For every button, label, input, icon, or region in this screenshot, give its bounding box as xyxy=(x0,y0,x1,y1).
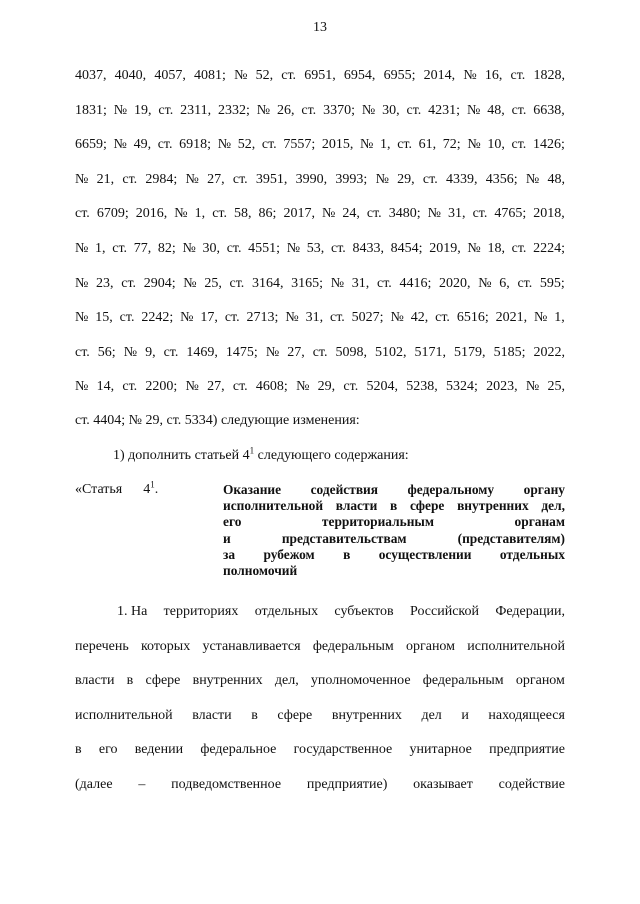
body-word: 3164, xyxy=(251,275,284,291)
body-word: № xyxy=(321,206,336,222)
paragraph-word: которых xyxy=(140,638,191,654)
body-word: № xyxy=(113,102,128,118)
body-word: 3370; xyxy=(323,102,355,118)
body-word: 1828, xyxy=(533,68,565,83)
paragraph-word: предприятие) xyxy=(306,777,388,792)
body-word: 4551; xyxy=(248,241,281,256)
body-word: ст. xyxy=(232,171,248,187)
body-word: 5179, xyxy=(454,344,486,360)
body-line xyxy=(75,205,565,223)
paragraph-word: государственное xyxy=(293,742,393,758)
body-word: 30, xyxy=(202,241,221,256)
body-word: 6918; xyxy=(179,137,212,153)
body-line xyxy=(75,378,565,396)
body-word: 27, xyxy=(207,171,225,187)
body-word: 4040, xyxy=(114,68,147,83)
paragraph-word: в xyxy=(75,742,82,758)
body-word: 6516; xyxy=(456,310,489,326)
body-word: № xyxy=(123,344,138,360)
body-word: ст. xyxy=(281,68,297,83)
body-word: № xyxy=(75,171,89,187)
body-word: 1475; xyxy=(225,344,258,360)
body-word: № xyxy=(296,379,310,395)
body-word: ст. xyxy=(312,344,328,360)
body-word: 53, xyxy=(306,241,325,256)
article-title-word: отдельных xyxy=(499,546,565,562)
body-word: 2020, xyxy=(439,275,471,291)
paragraph-line xyxy=(75,776,565,794)
article-label-dot: . xyxy=(154,482,159,497)
article-title-word: за xyxy=(223,546,236,562)
body-line xyxy=(75,309,565,327)
paragraph-word: ведении xyxy=(134,742,184,758)
body-word: 3951, xyxy=(255,171,288,187)
body-word: 2904; xyxy=(143,275,176,291)
paragraph-word: находящееся xyxy=(488,707,565,723)
body-word: 18, xyxy=(487,241,505,256)
body-word: 3990, xyxy=(295,171,328,187)
body-line xyxy=(75,102,565,120)
body-word: 595; xyxy=(539,275,565,291)
paragraph-word: Федерации, xyxy=(495,604,565,619)
paragraph-word: содействие xyxy=(498,777,565,792)
body-word: 3480; xyxy=(388,206,421,222)
paragraph-word: Российской xyxy=(410,604,479,619)
body-word: 31, xyxy=(305,310,324,326)
paragraph-word: внутренних xyxy=(192,673,263,689)
body-word: 29, xyxy=(317,379,336,395)
body-word: 16, xyxy=(484,68,503,83)
paragraph-word: в xyxy=(126,673,134,689)
body-word: 6951, xyxy=(304,68,336,83)
body-word: ст. xyxy=(112,241,128,256)
body-word: 30, xyxy=(382,102,400,118)
article-title-word: власти xyxy=(335,498,378,514)
body-word: 27, xyxy=(287,344,305,360)
body-word: 42, xyxy=(410,310,429,326)
body-word: 8454; xyxy=(390,241,423,256)
body-word: № xyxy=(75,310,89,326)
item-1-prefix: 1) дополнить статьей 4 xyxy=(113,448,250,463)
paragraph-word: органом xyxy=(515,673,565,689)
item-1 xyxy=(113,447,409,465)
body-word: № xyxy=(525,171,540,187)
body-word: № xyxy=(217,137,232,153)
body-word: 82; xyxy=(157,241,176,256)
body-line xyxy=(75,171,565,189)
body-word: № xyxy=(466,102,481,118)
paragraph-word: унитарное xyxy=(409,742,472,758)
body-word: 19, xyxy=(134,102,152,118)
paragraph-word: перечень xyxy=(75,638,129,654)
paragraph-word: – xyxy=(138,777,146,792)
body-word: 1426; xyxy=(532,137,565,153)
body-word: 4057, xyxy=(154,68,186,83)
item-1-sup: 1 xyxy=(249,445,255,456)
body-word: 27, xyxy=(207,379,225,395)
article-title-word: сфере xyxy=(409,498,445,514)
body-word: 4081; xyxy=(194,68,226,83)
body-word: 14, xyxy=(96,379,115,395)
body-word: 58, xyxy=(234,206,252,222)
body-word: 8433, xyxy=(352,241,384,256)
body-word: 6954, xyxy=(343,68,376,83)
body-word: 4608; xyxy=(255,379,288,395)
body-word: № xyxy=(330,275,345,291)
body-word: 5102, xyxy=(375,344,407,360)
body-word: 48, xyxy=(487,102,505,118)
article-title-word: в xyxy=(343,546,351,562)
body-line xyxy=(75,344,565,362)
body-word: ст. xyxy=(376,275,392,291)
article-label-sup: 1 xyxy=(150,479,155,490)
body-word: 6, xyxy=(499,275,510,291)
body-word: ст. xyxy=(435,310,450,326)
body-word: 1, xyxy=(380,137,391,153)
body-word: 26, xyxy=(277,102,295,118)
paragraph-word: в xyxy=(251,707,258,723)
body-word: 2242; xyxy=(141,310,174,326)
body-word: 1, xyxy=(194,206,206,222)
paragraph-word: исполнительной xyxy=(467,638,565,654)
body-word: ст. xyxy=(119,310,135,326)
body-word: № xyxy=(234,68,248,83)
body-word: 2021, xyxy=(495,310,528,326)
body-word: ст. xyxy=(229,275,245,291)
body-word: 1, xyxy=(554,310,565,326)
body-word: 31, xyxy=(448,206,466,222)
body-word: 1, xyxy=(95,241,106,256)
body-word: № xyxy=(286,241,301,256)
paragraph-word: (далее xyxy=(75,777,113,792)
body-word: 1831; xyxy=(75,102,107,118)
paragraph-word: субъектов xyxy=(334,604,394,619)
paragraph-word: сфере xyxy=(145,673,181,689)
article-title-word: представительствам xyxy=(281,530,407,546)
article-label-number: 4 xyxy=(143,482,151,497)
body-last-line-text: ст. 4404; № 29, ст. 5334) следующие изменения: xyxy=(75,413,360,428)
body-word: ст. xyxy=(397,137,412,153)
body-word: 2014, xyxy=(423,68,456,83)
paragraph-word: подведомственное xyxy=(171,777,282,792)
article-title-word: полномочий xyxy=(223,563,298,578)
paragraph-word: территориях xyxy=(163,604,239,619)
body-word: 5238, xyxy=(406,379,438,395)
paragraph-word: 1. На xyxy=(117,604,148,619)
paragraph-line xyxy=(75,638,565,656)
body-word: ст. xyxy=(511,102,527,118)
article-title-word: осуществлении xyxy=(378,546,472,562)
body-word: ст. xyxy=(232,379,248,395)
body-word: 6638, xyxy=(533,102,565,118)
body-word: № xyxy=(185,379,199,395)
body-word: 5185; xyxy=(493,344,526,360)
paragraph-word: предприятие xyxy=(489,742,565,758)
body-word: № xyxy=(265,344,280,360)
body-word: 5204, xyxy=(366,379,398,395)
body-word: ст. xyxy=(510,68,526,83)
body-word: 4356; xyxy=(485,171,518,187)
body-word: 6955; xyxy=(383,68,416,83)
body-word: 24, xyxy=(342,206,360,222)
body-word: № xyxy=(185,171,199,187)
article-title-word: его xyxy=(223,514,242,530)
article-title-line xyxy=(223,514,565,530)
body-word: № xyxy=(467,137,481,153)
body-word: № xyxy=(390,310,404,326)
body-word: 2017, xyxy=(283,206,315,222)
body-word: ст. xyxy=(406,102,422,118)
article-title-word: (представителям) xyxy=(457,530,565,546)
article-title-line xyxy=(223,547,565,563)
body-word: 77, xyxy=(133,241,152,256)
paragraph-line xyxy=(75,672,565,690)
article-title-line xyxy=(223,531,565,547)
body-word: 52, xyxy=(255,68,274,83)
body-line xyxy=(75,136,565,154)
article-title-word: органу xyxy=(523,482,565,497)
body-word: ст. xyxy=(122,171,138,187)
paragraph-line xyxy=(75,741,565,759)
body-word: ст. xyxy=(511,137,527,153)
body-word: ст. xyxy=(163,344,179,360)
body-word: № xyxy=(180,310,194,326)
body-word: № xyxy=(525,379,540,395)
body-word: № xyxy=(75,241,89,256)
body-word: № xyxy=(427,206,441,222)
paragraph-word: федеральное xyxy=(200,742,277,758)
body-word: 5171, xyxy=(414,344,447,360)
article-title-word: федеральному xyxy=(407,482,495,497)
body-word: ст. xyxy=(157,137,173,153)
body-word: 6709; xyxy=(96,206,129,222)
item-1-suffix: следующего содержания: xyxy=(254,448,409,463)
body-word: 2015, xyxy=(321,137,354,153)
body-word: 3993; xyxy=(335,171,368,187)
paragraph-word: его xyxy=(98,742,118,758)
paragraph-word: и xyxy=(461,707,469,723)
article-title-word: и xyxy=(223,530,231,546)
paragraph-word: устанавливается xyxy=(202,638,301,654)
body-word: ст. xyxy=(224,310,240,326)
body-word: ст. xyxy=(301,102,317,118)
paragraph-word: федеральным xyxy=(422,673,504,689)
page-number: 13 xyxy=(313,20,327,35)
body-word: № xyxy=(113,137,127,153)
paragraph-word: уполномоченное xyxy=(310,673,411,689)
paragraph-word: власти xyxy=(75,673,115,689)
article-title-word: рубежом xyxy=(263,546,315,562)
body-word: 52, xyxy=(237,137,256,153)
body-word: № xyxy=(478,275,492,291)
article-title-word: внутренних xyxy=(457,498,529,514)
body-word: 4339, xyxy=(445,171,478,187)
body-word: 5027; xyxy=(351,310,384,326)
paragraph-word: исполнительной xyxy=(75,707,173,723)
article-title-line xyxy=(223,498,565,514)
body-word: № xyxy=(375,171,389,187)
body-word: 5098, xyxy=(335,344,367,360)
body-word: № xyxy=(463,68,477,83)
paragraph-line xyxy=(117,603,565,621)
body-word: 2023, xyxy=(486,379,518,395)
body-word: ст. xyxy=(158,102,174,118)
body-word: 29, xyxy=(397,171,415,187)
body-word: ст. xyxy=(121,275,137,291)
paragraph-word: дел xyxy=(421,707,442,723)
paragraph-word: оказывает xyxy=(413,777,473,792)
body-word: 2713; xyxy=(246,310,279,326)
paragraph-word: дел, xyxy=(274,673,299,689)
body-word: ст. xyxy=(122,379,138,395)
body-word: № xyxy=(467,241,481,256)
body-word: № xyxy=(534,310,548,326)
body-word: ст. xyxy=(472,206,488,222)
body-word: № xyxy=(285,310,299,326)
body-word: 9, xyxy=(145,344,156,360)
body-line xyxy=(75,67,565,85)
body-word: 4416; xyxy=(399,275,432,291)
paragraph-word: федеральным xyxy=(312,638,394,654)
article-title-word: содействия xyxy=(310,482,379,497)
body-word: 2018, xyxy=(533,206,565,222)
paragraph-word: внутренних xyxy=(331,707,402,723)
body-word: ст. xyxy=(422,171,438,187)
body-word: 48, xyxy=(547,171,565,187)
body-word: № xyxy=(75,379,89,395)
body-line xyxy=(75,240,565,258)
article-label xyxy=(75,479,215,498)
body-word: № xyxy=(182,241,196,256)
body-word: № xyxy=(183,275,197,291)
paragraph-word: органом xyxy=(405,638,456,654)
body-word: 2332; xyxy=(217,102,250,118)
body-word: 1469, xyxy=(186,344,218,360)
body-word: 31, xyxy=(351,275,370,291)
body-word: 4765; xyxy=(494,206,527,222)
body-word: 15, xyxy=(95,310,113,326)
body-word: ст. xyxy=(226,241,242,256)
body-word: ст. xyxy=(329,310,345,326)
body-word: 49, xyxy=(133,137,152,153)
body-word: № xyxy=(256,102,271,118)
paragraph-word: власти xyxy=(192,707,232,723)
body-last-line xyxy=(75,412,360,430)
body-word: № xyxy=(361,102,376,118)
body-word: ст. xyxy=(366,206,382,222)
body-word: 2311, xyxy=(180,102,212,118)
body-word: 5324; xyxy=(445,379,478,395)
body-word: 23, xyxy=(96,275,114,291)
body-word: 25, xyxy=(204,275,222,291)
paragraph-line xyxy=(75,707,565,725)
body-word: 2224; xyxy=(533,241,565,256)
article-title-line xyxy=(223,482,565,498)
body-word: 4037, xyxy=(75,68,107,83)
article-title-line xyxy=(223,563,565,579)
body-word: 72; xyxy=(442,137,461,153)
body-word: 10, xyxy=(487,137,505,153)
body-word: № xyxy=(75,275,89,291)
body-word: 6659; xyxy=(75,137,107,153)
article-label-prefix: «Статья xyxy=(75,482,123,497)
body-word: 7557; xyxy=(283,137,316,153)
body-word: 25, xyxy=(547,379,565,395)
body-word: 2984; xyxy=(145,171,178,187)
body-word: 3165; xyxy=(291,275,324,291)
body-word: ст. xyxy=(511,241,527,256)
body-word: № xyxy=(360,137,374,153)
body-word: ст. xyxy=(343,379,359,395)
body-word: 56; xyxy=(97,344,116,360)
body-word: 2016, xyxy=(135,206,168,222)
body-word: 61, xyxy=(418,137,437,153)
article-title-word: дел, xyxy=(541,498,565,514)
article-title-word: Оказание xyxy=(223,482,282,497)
paragraph-word: сфере xyxy=(277,707,313,723)
body-word: 2022, xyxy=(533,344,565,360)
article-title-word: территориальным xyxy=(321,514,435,530)
body-word: 2200; xyxy=(145,379,178,395)
paragraph-word: отдельных xyxy=(254,604,319,619)
body-word: ст. xyxy=(212,206,227,222)
body-word: ст. xyxy=(75,344,90,360)
body-word: № xyxy=(174,206,188,222)
body-word: 21, xyxy=(96,171,115,187)
article-title-word: в xyxy=(390,498,398,514)
body-word: ст. xyxy=(330,241,346,256)
body-word: 17, xyxy=(200,310,218,326)
body-word: ст. xyxy=(261,137,277,153)
body-line xyxy=(75,275,565,293)
body-word: 4231; xyxy=(428,102,461,118)
article-title-word: органам xyxy=(514,514,565,530)
article-title-word: исполнительной xyxy=(223,498,324,514)
body-word: 2019, xyxy=(429,241,461,256)
body-word: 86; xyxy=(258,206,277,222)
body-word: ст. xyxy=(517,275,533,291)
body-word: ст. xyxy=(75,206,90,222)
